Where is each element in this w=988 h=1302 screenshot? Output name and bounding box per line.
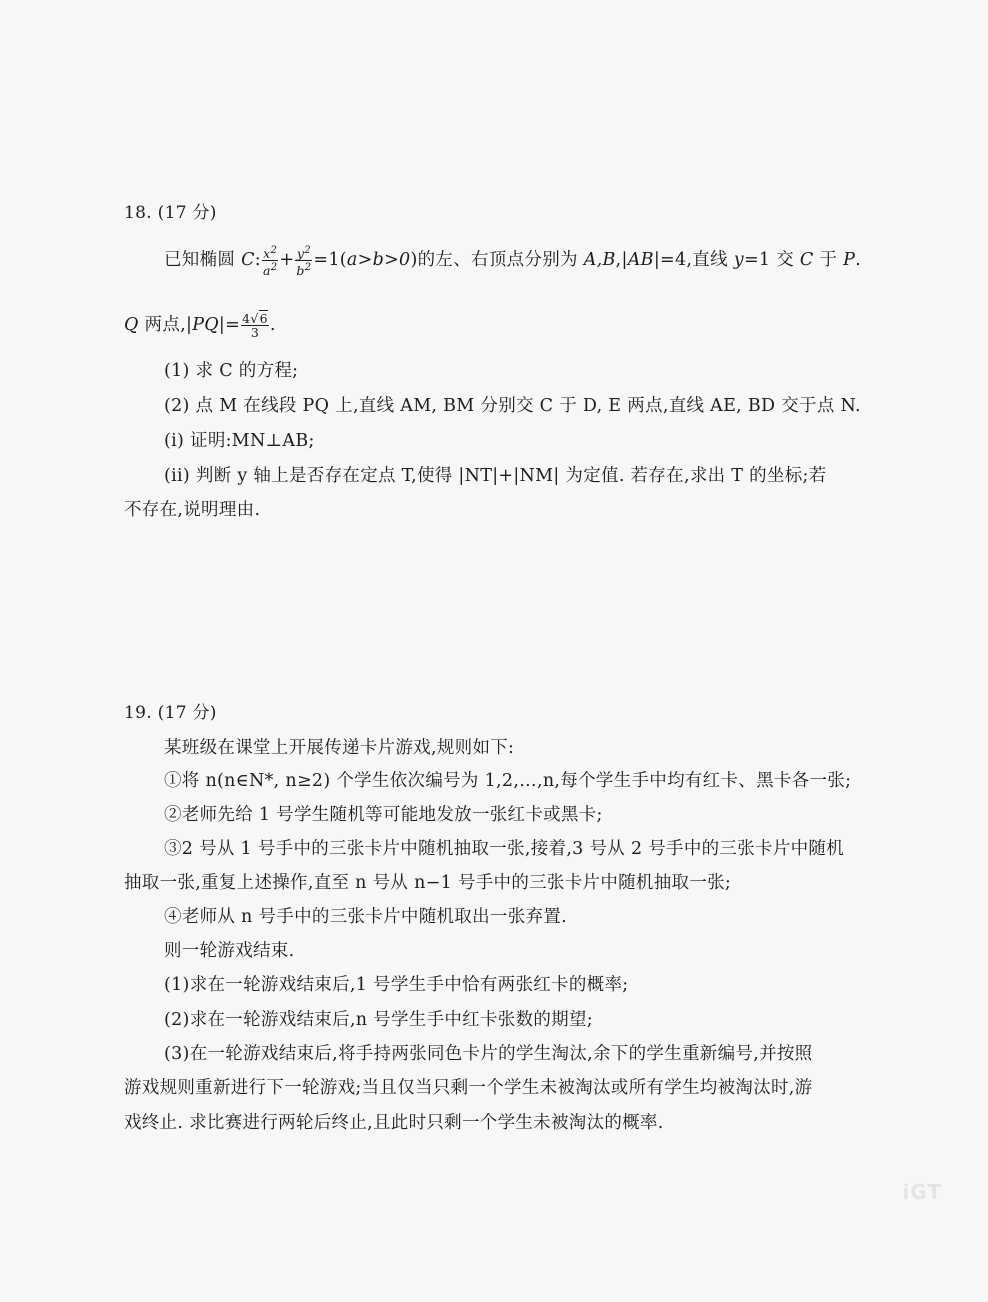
fraction-x2-a2: $\frac{x^2}{a^2}$ [262,245,278,279]
watermark-logo: iGT [902,1180,942,1204]
q18-part2: (2) 点 M 在线段 PQ 上,直线 AM, BM 分别交 C 于 D, E 两点,直线 AE, BD 交于点 N. [164,396,861,416]
q19-header: 19. (17 分) [124,703,217,723]
fraction-4root6-over-3: $\frac{4√6}{3}$ [242,311,268,340]
q18-part2-ii-line2: 不存在,说明理由. [124,500,261,520]
q19-part3-line2: 游戏规则重新进行下一轮游戏;当且仅当只剩一个学生未被淘汰或所有学生均被淘汰时,游 [124,1078,813,1098]
fraction-y2-b2: $\frac{y^2}{b^2}$ [296,245,312,279]
q18-part1: (1) 求 C 的方程; [164,361,299,381]
q19-rule-3-line1: ③2 号从 1 号手中的三张卡片中随机抽取一张,接着,3 号从 2 号手中的三张卡片中随机 [164,839,845,859]
q18-header: 18. (17 分) [124,203,217,223]
q19-end: 则一轮游戏结束. [164,941,295,961]
q19-rule-3-line2: 抽取一张,重复上述操作,直至 n 号从 n−1 号手中的三张卡片中随机抽取一张; [124,873,732,893]
q19-rule-2: ②老师先给 1 号学生随机等可能地发放一张红卡或黑卡; [164,805,603,825]
q19-rule-1: ①将 n(n∈N*, n≥2) 个学生依次编号为 1,2,…,n,每个学生手中均有红卡、黑卡各一张; [164,771,852,791]
q19-part3-line1: (3)在一轮游戏结束后,将手持两张同色卡片的学生淘汰,余下的学生重新编号,并按照 [164,1044,813,1064]
q19-part2: (2)求在一轮游戏结束后,n 号学生手中红卡张数的期望; [164,1010,593,1030]
q19-part3-line3: 戏终止. 求比赛进行两轮后终止,且此时只剩一个学生未被淘汰的概率. [124,1113,664,1133]
q18-stem-line2: Q 两点,|PQ|= $\frac{4√6}{3}$ . [124,311,276,340]
q18-stem-line1: 已知椭圆 C: $\frac{x^2}{a^2}$ + $\frac{y^2}{b^2}$ =1(a>b>0)的左、右顶点分别为 A,B,|AB|=4,直线 y=1 交 C 于 P. [164,245,862,279]
q19-rule-4: ④老师从 n 号手中的三张卡片中随机取出一张弃置. [164,907,567,927]
q19-part1: (1)求在一轮游戏结束后,1 号学生手中恰有两张红卡的概率; [164,975,629,995]
q19-intro: 某班级在课堂上开展传递卡片游戏,规则如下: [164,738,515,758]
q18-part2-i: (i) 证明:MN⊥AB; [164,431,315,451]
q18-part2-ii-line1: (ii) 判断 y 轴上是否存在定点 T,使得 |NT|+|NM| 为定值. 若存在,求出 T 的坐标;若 [164,466,827,486]
